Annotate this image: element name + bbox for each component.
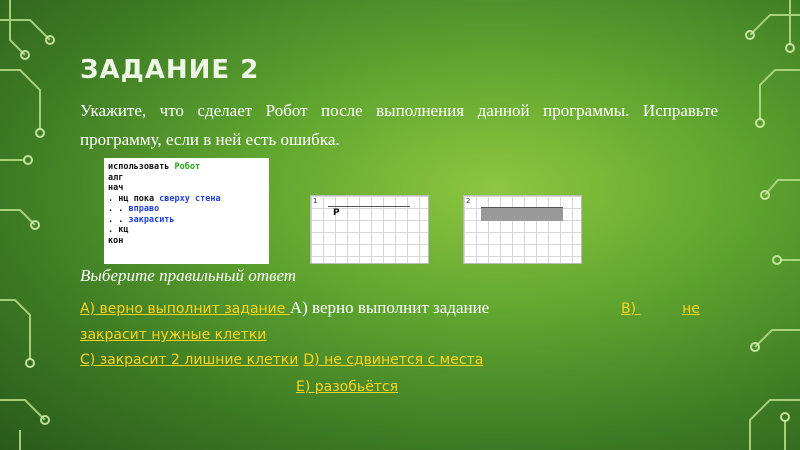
answer-a-link[interactable]: A) верно выполнит задание <box>80 301 290 317</box>
code-line-7: . кц <box>108 225 129 235</box>
code-line-8: кон <box>108 235 124 246</box>
code-command-paint: закрасить <box>128 214 175 225</box>
robot-marker: Р <box>333 208 340 218</box>
answer-c[interactable]: C) закрасит 2 лишние клетки <box>80 352 299 368</box>
code-line-2: алг <box>108 172 124 183</box>
field-number: 2 <box>466 197 471 205</box>
answer-line-3 <box>80 349 483 368</box>
code-command-right: вправо <box>128 204 160 214</box>
program-code <box>104 158 269 264</box>
answer-a-text: A) верно выполнит задание <box>289 298 490 317</box>
code-robot-keyword: Робот <box>174 162 201 172</box>
answer-line-2 <box>80 324 266 343</box>
code-line-5: . . вправо <box>108 204 160 214</box>
answer-prompt: Выберите правильный ответ <box>80 266 297 285</box>
answer-d[interactable]: D) не сдвинется с места <box>303 352 484 368</box>
answer-b-prefix[interactable]: B) <box>621 301 637 317</box>
question-text: Укажите, что сделает Робот после выполнения данной программы. Исправьте программу, если в ней есть ошибка. <box>80 101 718 149</box>
code-line-3: нач <box>108 183 124 193</box>
code-line-1: использовать Робот <box>108 162 201 172</box>
robot-field-after <box>463 195 582 264</box>
field-number: 1 <box>313 197 318 205</box>
slide-title: ЗАДАНИЕ 2 <box>80 55 260 85</box>
wall-line <box>328 206 410 207</box>
code-condition: сверху стена <box>159 193 221 204</box>
code-line-4: . нц пока сверху стена <box>108 193 221 204</box>
answer-b-header <box>621 298 720 317</box>
answer-b-word[interactable]: не <box>682 301 700 317</box>
answer-b-gap[interactable] <box>636 301 682 317</box>
answer-e[interactable]: E) разобьётся <box>296 379 399 395</box>
robot-field-before <box>310 195 429 264</box>
code-line-6: . . закрасить <box>108 214 175 225</box>
answer-b-rest[interactable]: закрасит нужные клетки <box>80 327 267 343</box>
answer-line-4 <box>296 376 398 395</box>
painted-cells <box>481 207 563 221</box>
